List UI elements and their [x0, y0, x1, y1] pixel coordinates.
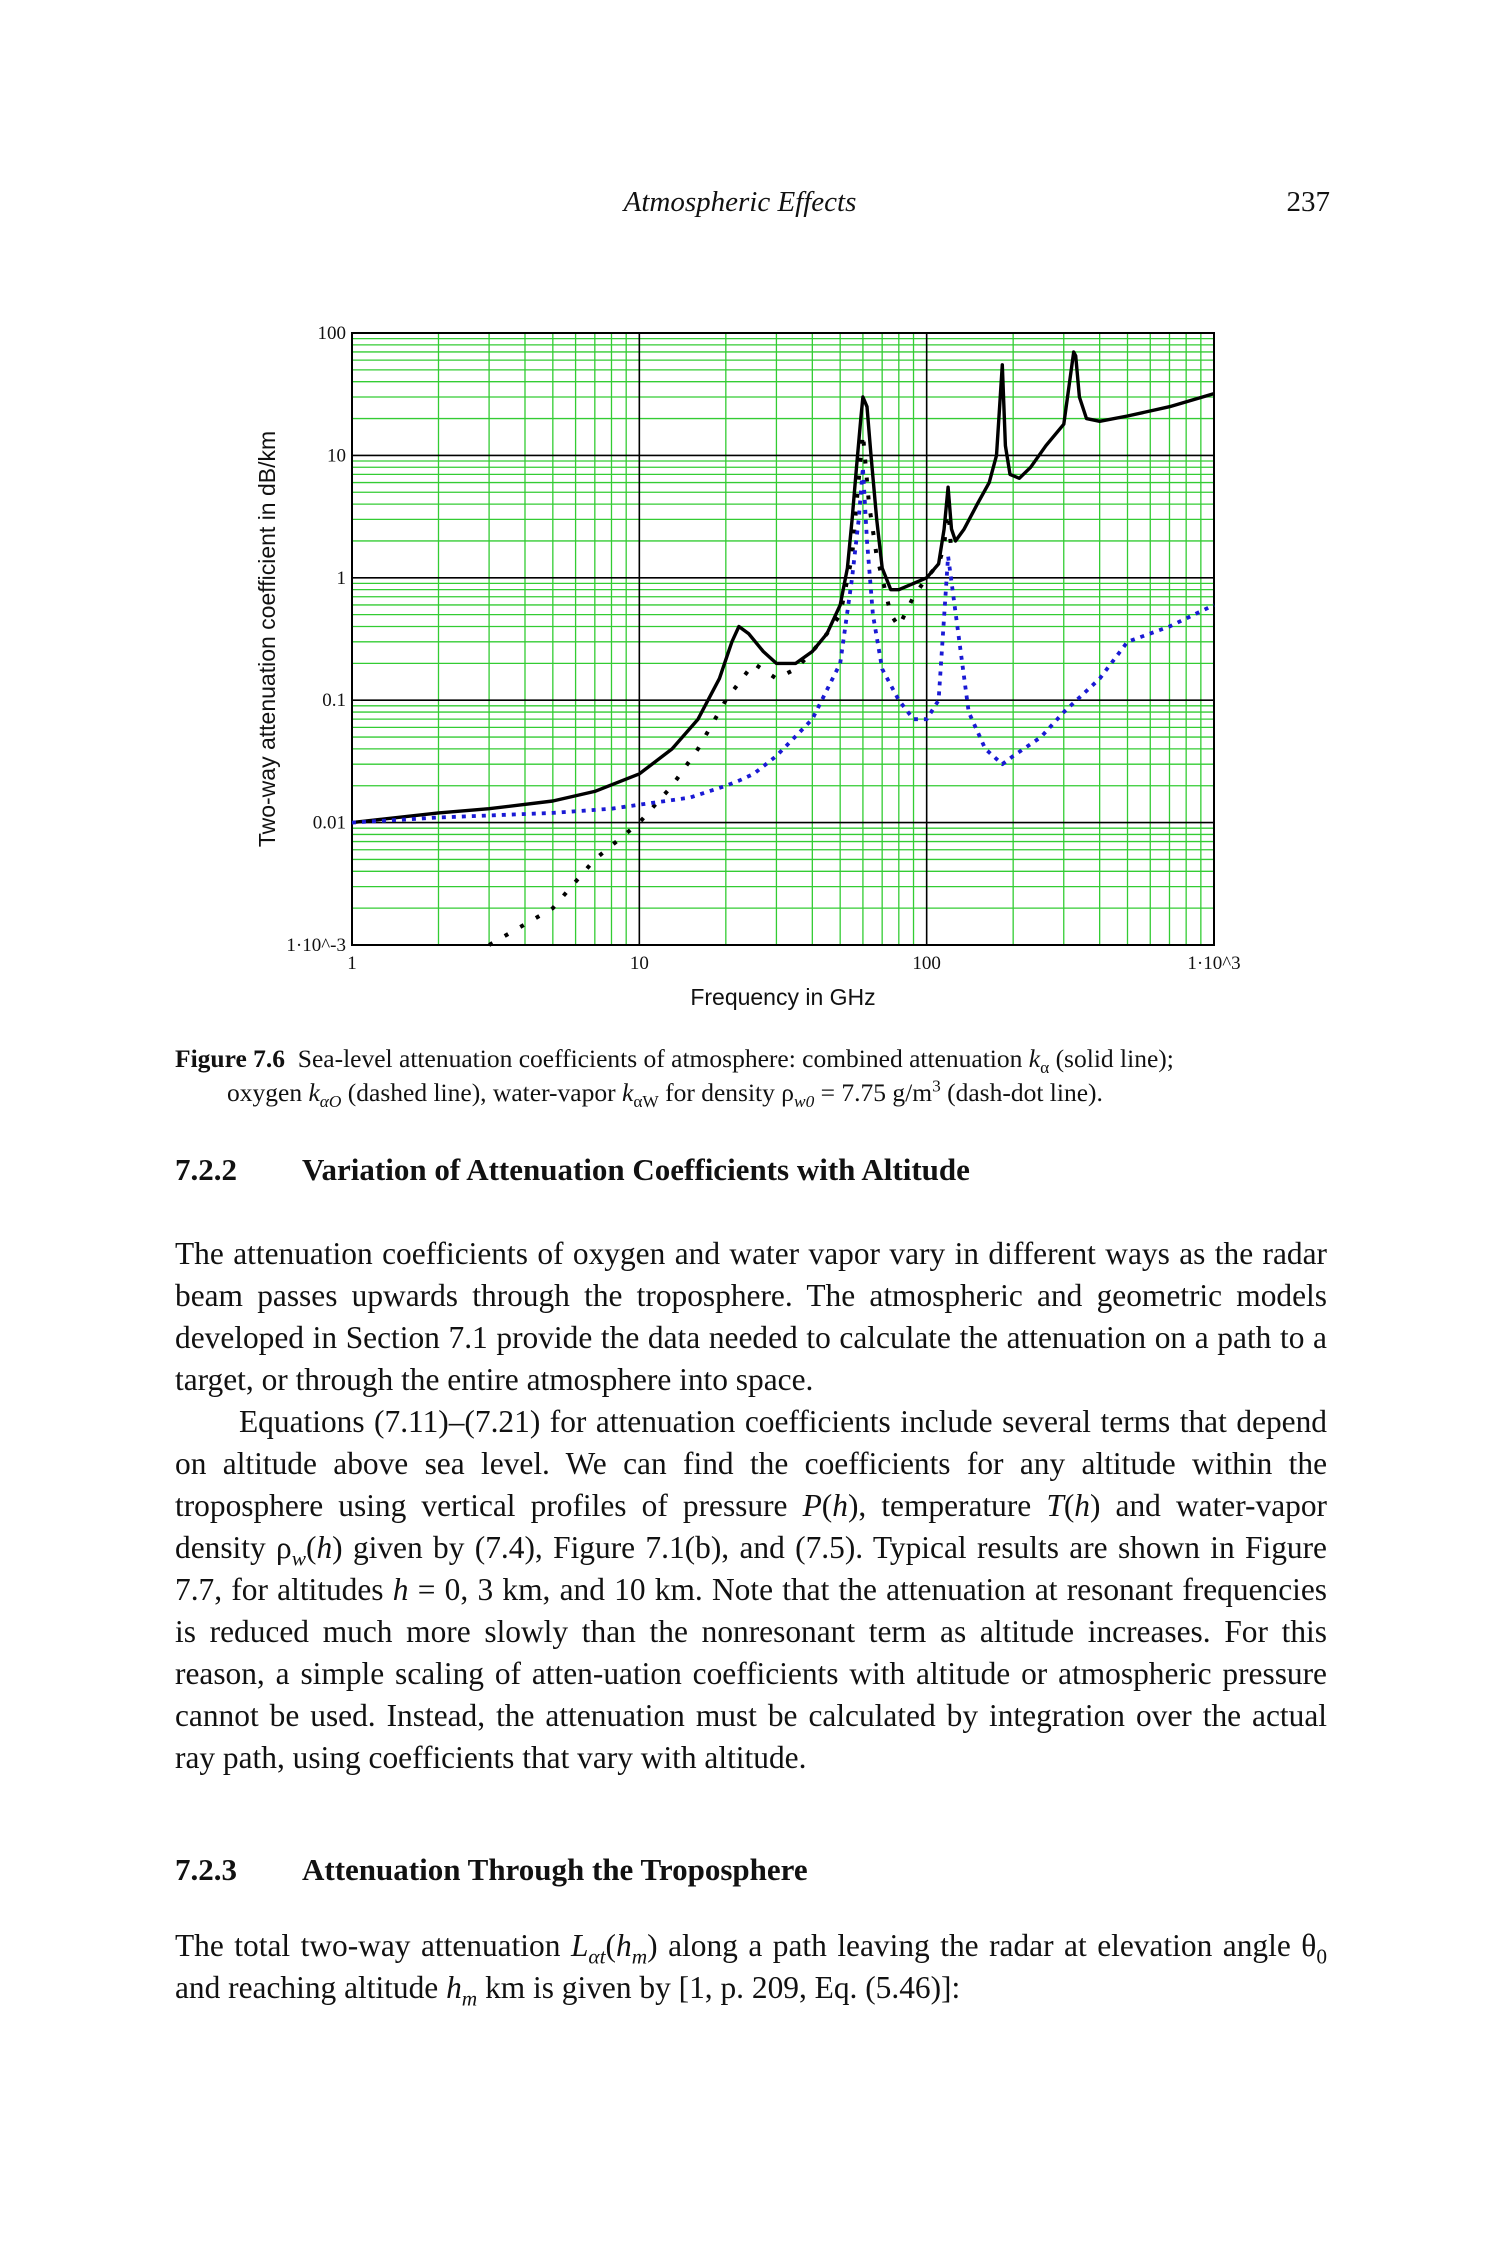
y-tick-label: 100 [317, 323, 346, 344]
math-subscript: w [291, 1546, 306, 1571]
x-tick-label: 1·10^3 [1187, 953, 1241, 974]
math-symbol: θ [1301, 1928, 1317, 1963]
page-number: 237 [1286, 186, 1330, 218]
caption-text: (dash-dot line). [947, 1078, 1103, 1107]
caption-text: oxygen [227, 1078, 303, 1107]
caption-symbol: k [1028, 1044, 1041, 1073]
paragraph-text: ) along a path leaving the radar at elevation angle [647, 1928, 1291, 1963]
series-line-2 [352, 467, 1214, 822]
math-subscript: m [461, 1986, 478, 2011]
section-number: 7.2.2 [175, 1152, 237, 1187]
math-symbol: h [446, 1970, 462, 2005]
attenuation-chart [230, 315, 1260, 1015]
x-axis-ticks [347, 953, 1240, 974]
figure-label: Figure 7.6 [175, 1044, 286, 1073]
caption-subscript: αO [319, 1092, 342, 1112]
math-symbol: L [570, 1928, 589, 1963]
y-tick-label: 0.1 [322, 690, 346, 712]
paragraph-text: Equations (7.11)–(7.21) for attenuation coefficients include several terms that depend on altitude above sea level. We can find the coefficients for any altitude within the troposphere using vertical profiles of pressure [175, 1404, 1327, 1523]
caption-text: (solid line); [1055, 1044, 1174, 1073]
caption-symbol: k [308, 1078, 320, 1107]
caption-symbol: k [621, 1078, 634, 1107]
section-title: Attenuation Through the Troposphere [302, 1852, 808, 1887]
running-title: Atmospheric Effects [623, 186, 857, 218]
section-7-2-2-body [175, 1233, 1327, 1779]
caption-text: Sea-level attenuation coefficients of atmosphere: combined attenuation [297, 1044, 1023, 1073]
x-tick-label: 1 [347, 953, 357, 974]
figure-caption [175, 1042, 1335, 1110]
y-tick-label: 0.01 [312, 812, 346, 834]
caption-symbol: ρ [781, 1078, 795, 1107]
x-tick-label: 100 [912, 953, 941, 974]
paragraph-text: km is given by [1, p. 209, Eq. (5.46)]: [485, 1970, 961, 2005]
section-7-2-3-body [175, 1925, 1327, 2009]
y-tick-label: 1·10^-3 [286, 935, 346, 956]
caption-text: for density [665, 1078, 775, 1107]
running-header [0, 186, 1500, 226]
section-heading-7-2-2 [175, 1152, 970, 1188]
paragraph-text: ) and water-vapor density [175, 1488, 1327, 1565]
math-symbol: ρ [276, 1530, 292, 1565]
caption-text: = 7.75 g/m [820, 1078, 933, 1107]
math-symbol: h [1074, 1488, 1090, 1523]
y-tick-label: 10 [327, 445, 346, 467]
caption-subscript: α [1040, 1058, 1050, 1078]
paragraph-text: ), temperature [847, 1488, 1032, 1523]
caption-subscript: w0 [794, 1092, 815, 1112]
math-symbol: h [832, 1488, 848, 1523]
section-heading-7-2-3 [175, 1852, 808, 1888]
x-tick-label: 10 [629, 953, 649, 974]
math-symbol: P [802, 1488, 822, 1523]
paragraph-text: ) given by (7.4), Figure 7.1(b), and (7.5). Typical results are shown in Figure 7.7, for altitudes [175, 1530, 1327, 1607]
math-subscript: αt [588, 1944, 606, 1969]
section-number: 7.2.3 [175, 1852, 237, 1887]
paragraph-text: = 0, 3 km, and 10 km. Note that the attenuation at resonant frequencies is reduced much more slowly than the nonresonant term as altitude increases. For this reason, a simple scaling of atten-uation coefficients with altitude or atmospheric pressure cannot be used. Instead, the attenuation must be calculated by integration over the actual ray path, using coefficients that vary with altitude. [175, 1572, 1327, 1775]
paragraph-text: and reaching altitude [175, 1970, 439, 2005]
math-symbol: h [392, 1572, 409, 1607]
math-symbol: h [616, 1928, 632, 1963]
y-tick-label: 1 [336, 567, 346, 589]
paragraph: The attenuation coefficients of oxygen and water vapor vary in different ways as the radar beam passes upwards through the troposphere. The atmospheric and geometric models developed in Section 7.1 provide the data needed to calculate the attenuation on a path to a target, or through the entire atmosphere into space. [175, 1236, 1327, 1397]
caption-text: (dashed line), water-vapor [347, 1078, 616, 1107]
math-subscript: 0 [1316, 1944, 1327, 1969]
x-axis-label: Frequency in GHz [690, 984, 876, 1010]
section-title: Variation of Attenuation Coefficients with Altitude [302, 1152, 970, 1187]
math-symbol: h [316, 1530, 333, 1565]
y-axis-ticks [286, 323, 346, 956]
chart-grid [352, 333, 1214, 945]
caption-subscript: αW [633, 1092, 659, 1112]
series-line-0 [352, 352, 1214, 823]
math-subscript: m [631, 1944, 648, 1969]
chart-series [352, 352, 1214, 945]
y-axis-label: Two-way attenuation coefficient in dB/km [254, 430, 280, 848]
paragraph: Equations (7.11)–(7.21) for attenuation coefficients include several terms that depend on altitude above sea level. We can find the coefficients for any altitude within the troposphere using vertical profiles of pressure P(h), temperature T(h) and water-vapor density $\rho_w(h)$ given by (7.4), Figure 7.1(b), and (7.5). Typical results are shown in Figure 7.7, for altitudes h = 0, 3 km, and 10 km. Note that the attenuation at resonant frequencies is reduced much more slowly than the nonresonant term as altitude increases. For this reason, a simple scaling of atten-uation coefficients with altitude or atmospheric pressure cannot be used. Instead, the attenuation must be calculated by integration over the actual ray path, using coefficients that vary with altitude. [175, 1404, 1327, 1775]
paragraph-text: The total two-way attenuation [175, 1928, 561, 1963]
paragraph: The total two-way attenuation $L_{\alpha t}(h_m)$ along a path leaving the radar at elevation angle $\theta_0$ and reaching altitude $h_m$ km is given by [1, p. 209, Eq. (5.46)]: [175, 1928, 1327, 2011]
plot-frame [352, 333, 1214, 945]
math-symbol: T [1046, 1488, 1064, 1523]
caption-superscript: 3 [932, 1076, 941, 1096]
caption-line-2 [175, 1076, 1335, 1110]
